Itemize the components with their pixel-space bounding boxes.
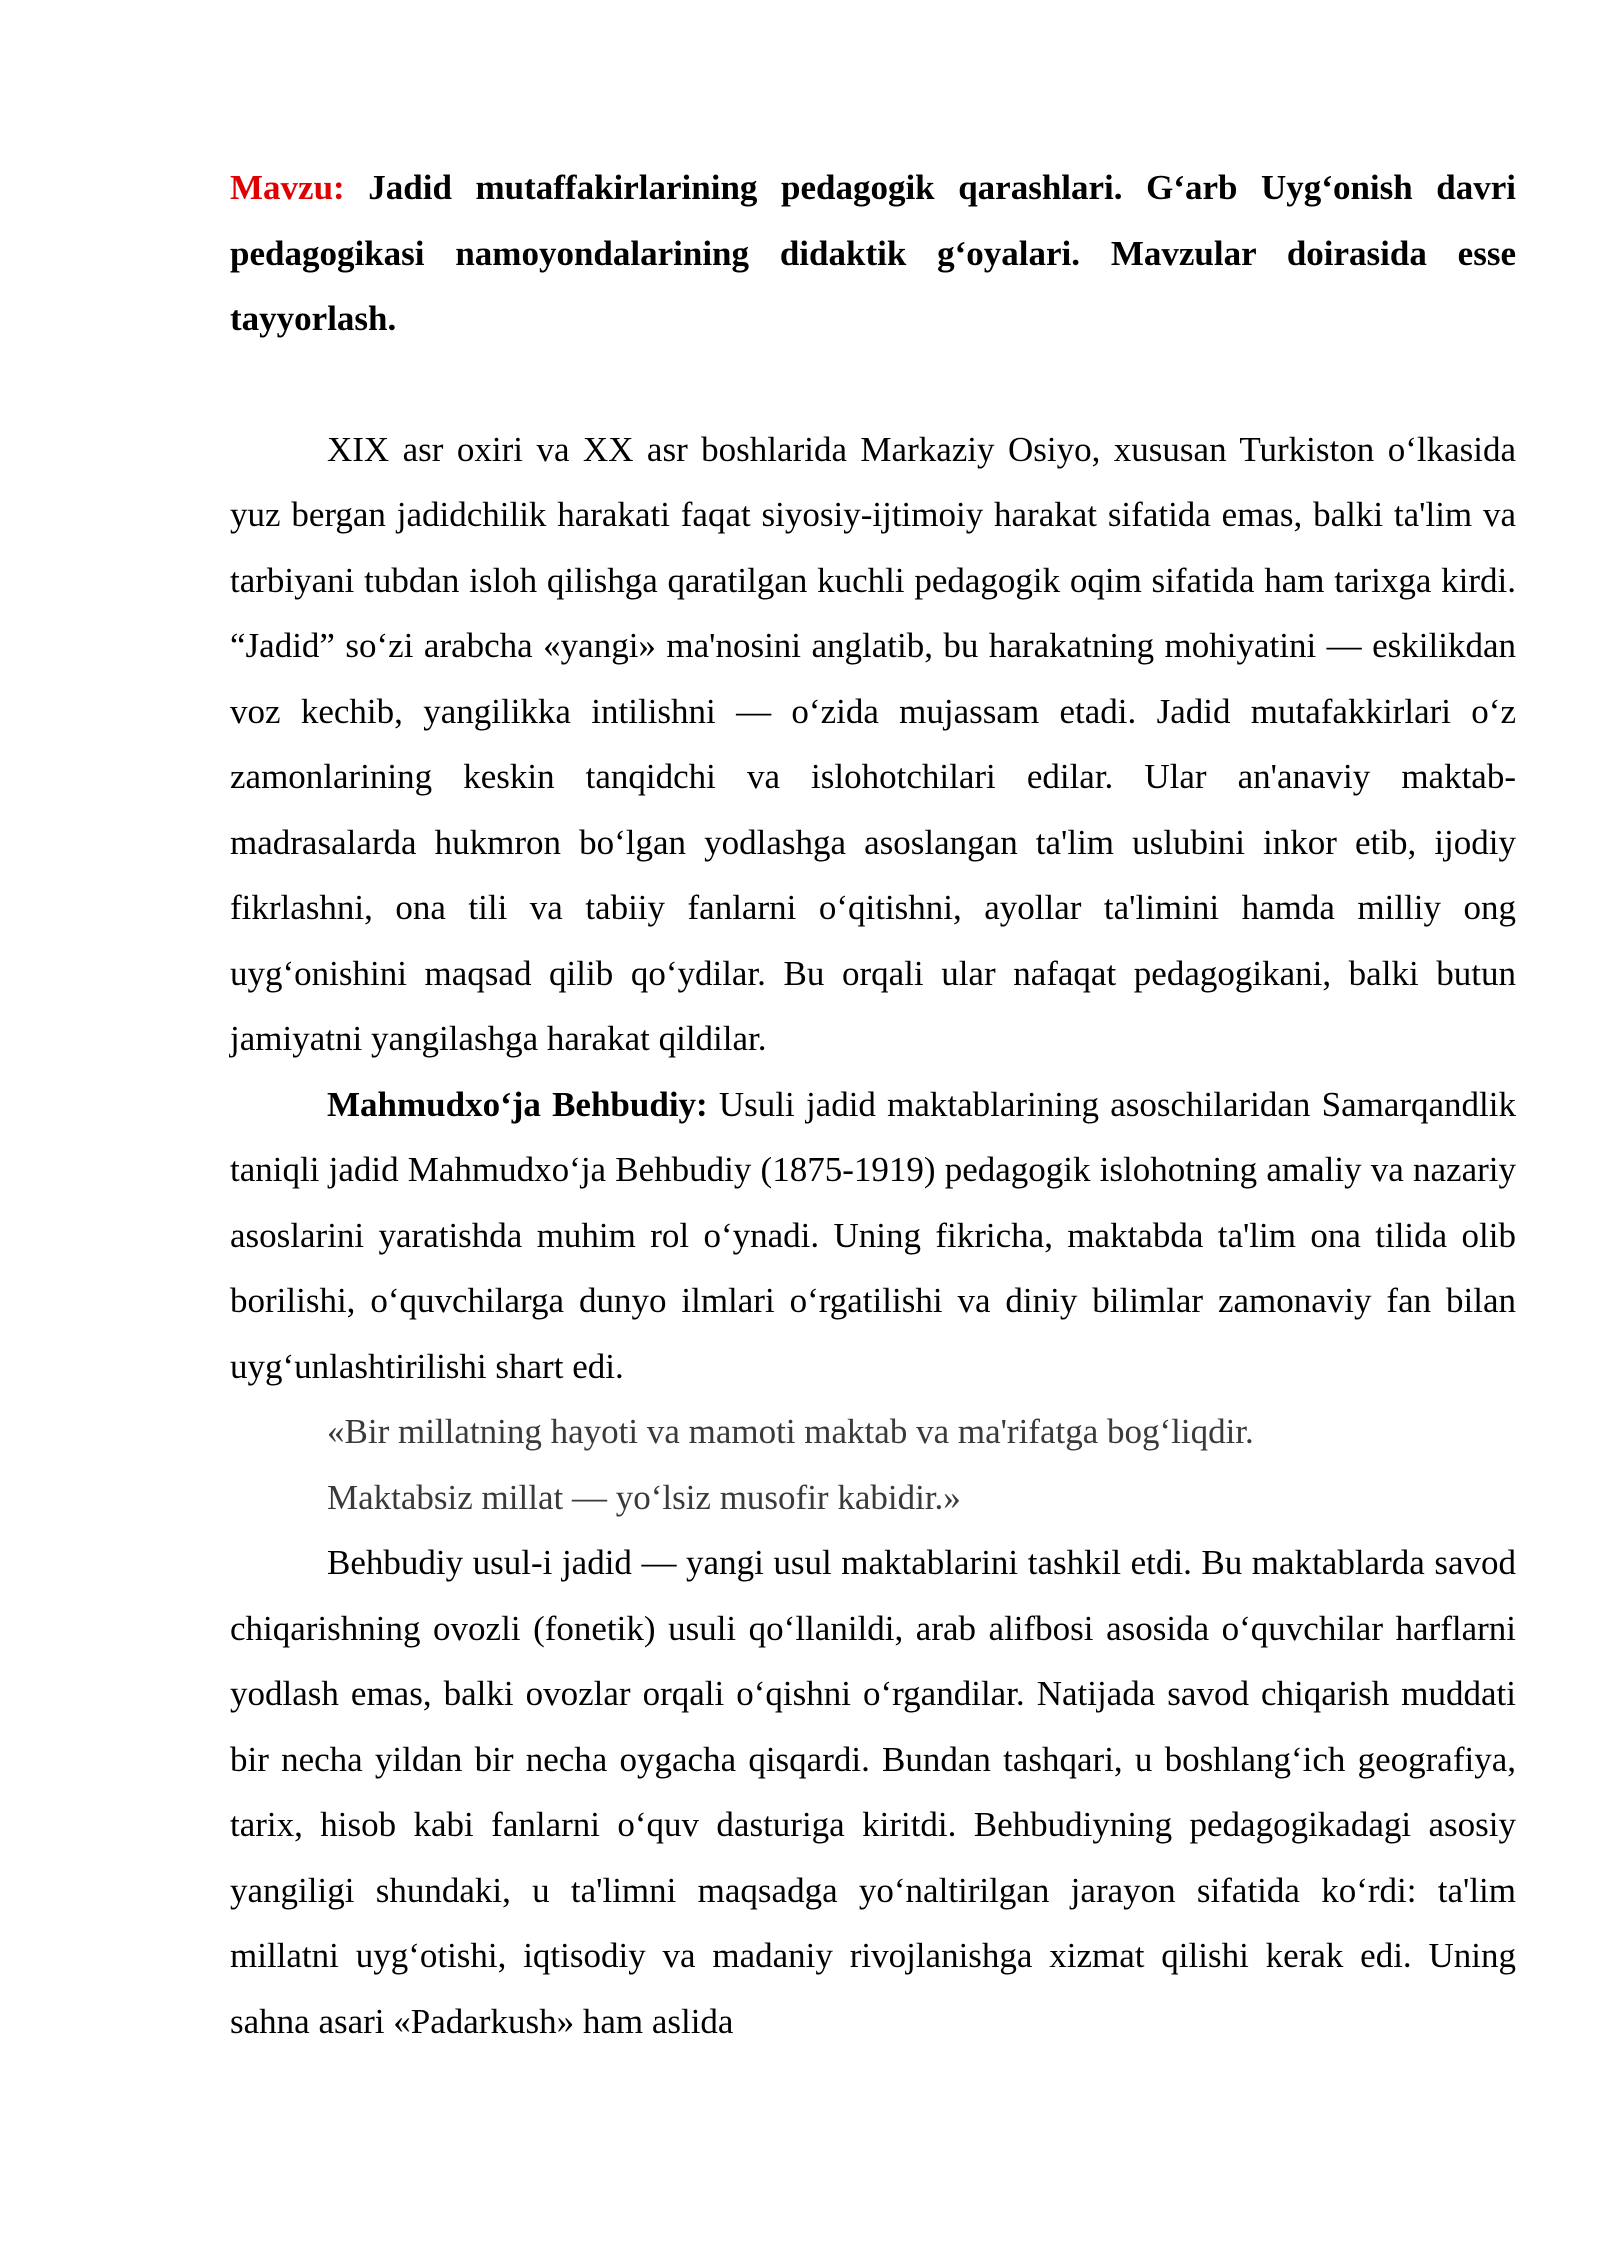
topic-label: Mavzu:: [230, 168, 345, 207]
behbudiy-heading: Mahmudxo‘ja Behbudiy:: [327, 1084, 708, 1124]
behbudiy-paragraph: [230, 1072, 1516, 1400]
quote-line-2: Maktabsiz millat — yo‘lsiz musofir kabidir.»: [327, 1477, 961, 1517]
quote-line-1: «Bir millatning hayoti va mamoti maktab va ma'rifatga bog‘liqdir.: [327, 1412, 1254, 1451]
topic-text: Jadid mutaffakirlarining pedagogik qarashlari. G‘arb Uyg‘onish davri pedagogikasi namoyondalarining didaktik g‘oyalari. Mavzular doirasida esse tayyorlash.: [230, 168, 1517, 338]
intro-paragraph: XIX asr oxiri va XX asr boshlarida Markaziy Osiyo, xususan Turkiston o‘lkasida yuz bergan jadidchilik harakati faqat siyosiy-ijtimoiy harakat sifatida emas, balki ta'lim va tarbiyani tubdan isloh qilishga qaratilgan kuchli pedagogik oqim sifatida ham tarixga kirdi. “Jadid” so‘zi arabcha «yangi» ma'nosini anglatib, bu harakatning mohiyatini — eskilikdan voz kechib, yangilikka intilishni — o‘zida mujassam etadi. Jadid mutafakkirlari o‘z zamonlarining keskin tanqidchi va islohotchilari edilar. Ular an'anaviy maktab-madrasalarda hukmron bo‘lgan yodlashga asoslangan ta'lim uslubini inkor etib, ijodiy fikrlashni, ona tili va tabiiy fanlarni o‘qitishni, ayollar ta'limini hamda milliy ong uyg‘onishini maqsad qilib qo‘ydilar. Bu orqali ular nafaqat pedagogikani, balki butun jamiyatni yangilashga harakat qildilar.: [230, 429, 1516, 1058]
behbudiy-quote: [230, 1399, 1516, 1530]
behbudiy-text: Usuli jadid maktablarining asoschilaridan Samarqandlik taniqli jadid Mahmudxo‘ja Behbudiy (1875-1919) pedagogik islohotning amaliy va nazariy asoslarini yaratishda muhim rol o‘ynadi. Uning fikricha, maktabda ta'lim ona tilida olib borilishi, o‘quvchilarga dunyo ilmlari o‘rgatilishi va diniy bilimlar zamonaviy fan bilan uyg‘unlashtirilishi shart edi.: [230, 1084, 1516, 1386]
topic-title: [230, 155, 1516, 352]
closing-paragraph: Behbudiy usul-i jadid — yangi usul maktablarini tashkil etdi. Bu maktablarda savod chiqarishning ovozli (fonetik) usuli qo‘llanildi, arab alifbosi asosida o‘quvchilar harflarni yodlash emas, balki ovozlar orqali o‘qishni o‘rgandilar. Natijada savod chiqarish muddati bir necha yildan bir necha oygacha qisqardi. Bundan tashqari, u boshlang‘ich geografiya, tarix, hisob kabi fanlarni o‘quv dasturiga kiritdi. Behbudiyning pedagogikadagi asosiy yangiligi shundaki, u ta'limni maqsadga yo‘naltirilgan jarayon sifatida ko‘rdi: ta'lim millatni uyg‘otishi, iqtisodiy va madaniy rivojlanishga xizmat qilishi kerak edi. Uning sahna asari «Padarkush» ham aslida: [230, 1543, 1516, 2041]
